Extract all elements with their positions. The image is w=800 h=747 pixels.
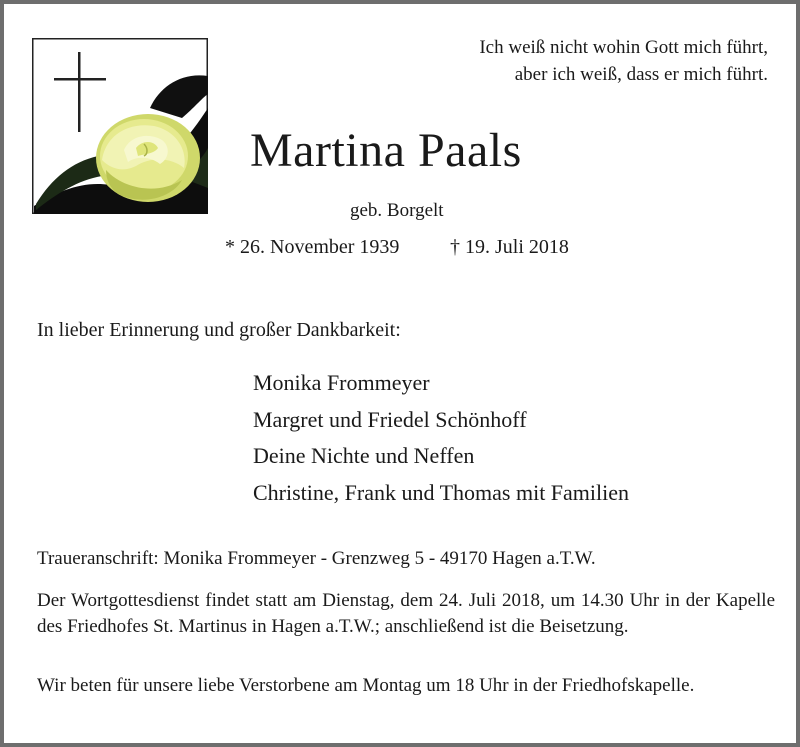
deceased-name: Martina Paals (250, 124, 522, 177)
mourner-item: Christine, Frank und Thomas mit Familien (253, 479, 630, 505)
motto-line-2: aber ich weiß, dass er mich führt. (514, 64, 768, 85)
mourner-item: Monika Frommeyer (253, 370, 430, 395)
birth-name: geb. Borgelt (350, 200, 444, 221)
prayer-info: Wir beten für unsere liebe Verstorbene am Montag um 18 Uhr in der Friedhofskapelle. (37, 675, 695, 696)
intro-line: In lieber Erinnerung und großer Dankbarkeit: (37, 319, 401, 341)
cross-with-yellow-rose-icon (32, 38, 208, 214)
mourner-item: Deine Nichte und Neffen (253, 443, 475, 468)
mourning-address: Traueranschrift: Monika Frommeyer - Grenzweg 5 - 49170 Hagen a.T.W. (37, 548, 596, 569)
mourner-item: Margret und Friedel Schönhoff (253, 406, 527, 432)
birth-date: * 26. November 1939 (225, 236, 400, 258)
service-info: Der Wortgottesdienst findet statt am Dienstag, dem 24. Juli 2018, um 14.30 Uhr in der Kapelle des Friedhofes St. Martinus in Hagen a.T.W.; anschließend ist die Beisetzung. (37, 590, 775, 637)
death-date: † 19. Juli 2018 (450, 236, 569, 258)
mourners-list (253, 365, 629, 511)
motto-line-1: Ich weiß nicht wohin Gott mich führt, (479, 37, 768, 58)
motto-verse (479, 34, 768, 88)
